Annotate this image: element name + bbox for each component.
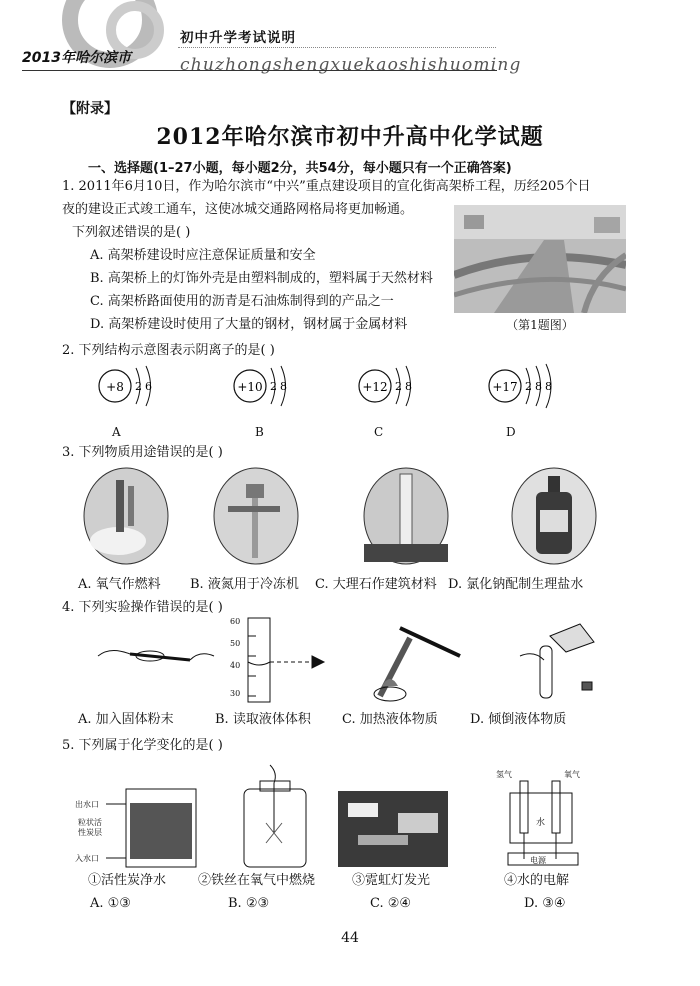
cylinder-tick-30: 30 [230,689,241,698]
cylinder-tick-60: 60 [230,617,241,626]
q1-line2: 夜的建设正式竣工通车，这使冰城交通路网格局将更加畅通。 [62,202,414,217]
q4-option-a: A. 加入固体粉末 [78,712,174,727]
header-book-title: 初中升学考试说明 [180,30,296,46]
q5-option-a: A. ①③ [90,896,131,911]
carbon-filter-layer-label-1: 粒状活 [78,818,102,827]
atom-b-shell-2: 8 [280,380,287,393]
saline-bottle-picture [512,468,596,564]
q5-option-d: D. ③④ [524,896,566,911]
q2-label-a: A [112,425,121,439]
appendix-label: 【附录】 [62,101,118,117]
header-rule [22,70,497,71]
q5-caption-1: ①活性炭净水 [88,873,167,888]
q3-option-c: C. 大理石作建筑材料 [315,577,437,592]
q1-figure-caption: （第1题图） [506,318,574,332]
header-year-city: 2013年哈尔滨市 [22,50,131,66]
q3-option-b: B. 液氮用于冷冻机 [190,577,299,592]
carbon-filter-layer-label-2: 性炭层 [78,828,102,837]
atom-c [359,366,412,406]
q3-stem: 3. 下列物质用途错误的是( ) [62,445,223,460]
atom-d [489,364,552,408]
electrolysis-water-label: 水 [536,818,546,828]
electrolysis-power-label: 电源 [530,856,546,865]
cylinder-tick-50: 50 [230,639,241,648]
atom-d-nucleus: +17 [492,380,518,394]
q3-pictures [78,466,618,570]
atom-c-nucleus: +12 [362,380,388,394]
iron-burning-picture [244,765,306,867]
q3-option-a: A. 氧气作燃料 [78,577,161,592]
atom-b-nucleus: +10 [237,380,263,394]
q1-overpass-photo [454,205,626,313]
q4-pictures [90,616,620,704]
read-cylinder-picture [230,617,324,702]
q1-option-a: A. 高架桥建设时应注意保证质量和安全 [90,248,316,263]
q1-stem: 下列叙述错误的是( ) [72,225,191,240]
atom-c-shell-1: 2 [395,380,402,393]
page-number: 44 [341,930,359,946]
q1-option-c: C. 高架桥路面使用的沥青是石油炼制得到的产品之一 [90,294,394,309]
rocket-picture [84,468,168,564]
water-electrolysis-picture [496,769,580,865]
page-title: 2012年哈尔滨市初中升高中化学试题 [156,124,544,150]
q4-option-c: C. 加热液体物质 [342,712,438,727]
liquid-nitrogen-picture [214,468,298,564]
atom-d-shell-1: 2 [525,380,532,393]
electrolysis-hydrogen-label: 氢气 [496,770,512,779]
q2-label-b: B [255,425,264,439]
q2-label-c: C [374,425,384,439]
atom-d-shell-2: 8 [535,380,542,393]
heat-liquid-picture [374,628,460,701]
q5-stem: 5. 下列属于化学变化的是( ) [62,738,223,753]
atom-a-shell-2: 6 [145,380,152,393]
atom-a [99,366,152,406]
q4-stem: 4. 下列实验操作错误的是( ) [62,600,223,615]
add-powder-picture [98,650,214,661]
q5-pictures [70,763,630,871]
q1-line1: 1. 2011年6月10日，作为哈尔滨市“中兴”重点建设项目的宣化街高架桥工程，历经205个日 [62,179,591,194]
pour-liquid-picture [520,624,594,698]
carbon-filter-picture [75,789,196,867]
marble-column-picture [364,468,448,564]
q5-option-b: B. ②③ [228,896,270,911]
q1-option-b: B. 高架桥上的灯饰外壳是由塑料制成的，塑料属于天然材料 [90,271,433,286]
section-heading: 一、选择题(1–27小题，每小题2分，共54分，每小题只有一个正确答案) [88,161,512,176]
atom-b-shell-1: 2 [270,380,277,393]
cylinder-tick-40: 40 [230,661,241,670]
neon-light-picture [338,791,448,867]
q4-option-b: B. 读取液体体积 [215,712,311,727]
header-dotted-rule [178,47,496,48]
atom-b [234,366,287,406]
q2-atom-diagrams [80,360,600,420]
carbon-filter-inlet-label: 入水口 [75,854,99,863]
header-pinyin: chuzhongshengxuekaoshishuoming [180,55,522,75]
q2-label-d: D [506,425,516,439]
q1-option-d: D. 高架桥建设时使用了大量的钢材，钢材属于金属材料 [90,317,408,332]
q5-option-c: C. ②④ [370,896,412,911]
electrolysis-oxygen-label: 氧气 [564,770,580,779]
atom-a-shell-1: 2 [135,380,142,393]
q5-caption-3: ③霓虹灯发光 [352,873,431,888]
carbon-filter-outlet-label: 出水口 [75,800,99,809]
q5-caption-2: ②铁丝在氧气中燃烧 [198,873,316,888]
q3-option-d: D. 氯化钠配制生理盐水 [448,577,584,592]
atom-d-shell-3: 8 [545,380,552,393]
atom-a-nucleus: +8 [106,380,124,394]
q4-option-d: D. 倾倒液体物质 [470,712,567,727]
atom-c-shell-2: 8 [405,380,412,393]
q2-stem: 2. 下列结构示意图表示阴离子的是( ) [62,343,275,358]
q5-caption-4: ④水的电解 [504,873,570,888]
